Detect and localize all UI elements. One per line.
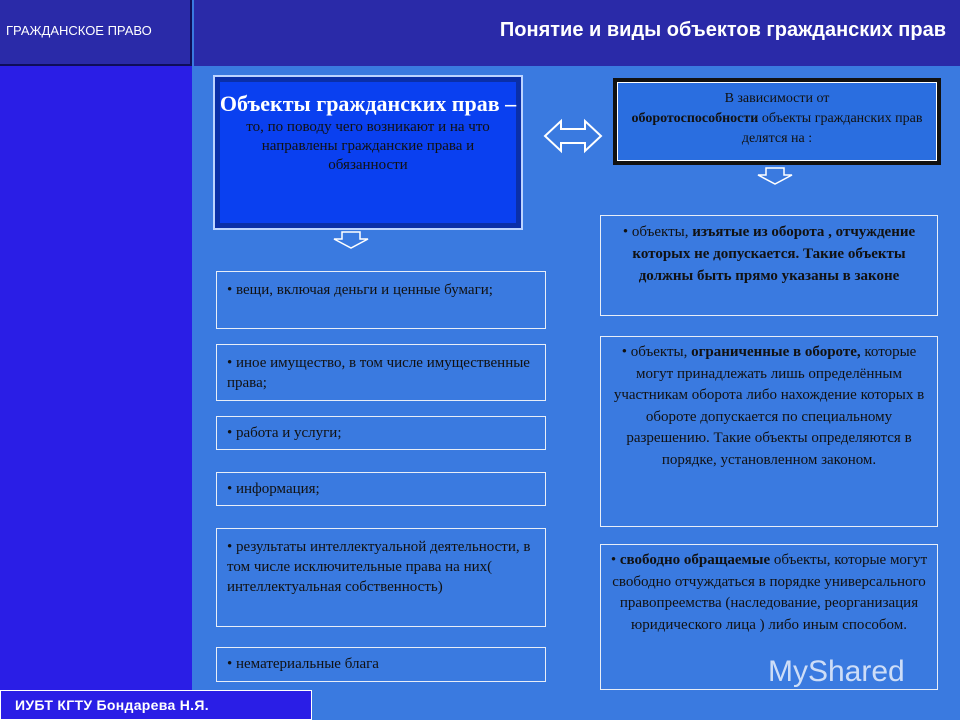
- condition-before: В зависимости от: [724, 91, 830, 106]
- list-item-text: • нематериальные блага: [227, 656, 379, 672]
- condition-box: [613, 78, 941, 165]
- list-item-text: • иное имущество, в том числе имущественные права;: [227, 355, 530, 391]
- list-item: [600, 336, 938, 527]
- list-item-prefix: • объекты,: [621, 344, 692, 360]
- slide-header: [194, 0, 960, 66]
- list-item-bold: изъятые из оборота , отчуждение которых не допускается. Такие объекты должны быть прямо указаны в законе: [632, 224, 916, 284]
- list-item-text: • вещи, включая деньги и ценные бумаги;: [227, 282, 493, 298]
- down-arrow-icon: [333, 231, 369, 249]
- list-item-suffix: которые могут принадлежать лишь определённым участникам оборота либо нахождение которых в обороте допускается по специальному разрешению. Такие объекты определяются в порядке, установленном законом.: [613, 344, 925, 468]
- list-item: [600, 215, 938, 316]
- watermark-logo: MyShared: [768, 655, 905, 688]
- list-item-prefix: •: [610, 552, 620, 568]
- list-item: [216, 647, 546, 682]
- list-item-bold: ограниченные в обороте,: [691, 344, 861, 360]
- list-item: [216, 271, 546, 329]
- double-arrow-icon: [543, 118, 603, 154]
- condition-keyword: оборотоспособности: [631, 111, 759, 126]
- list-item: [216, 416, 546, 450]
- list-item: [216, 472, 546, 506]
- definition-box: [213, 75, 523, 230]
- list-item-text: • результаты интеллектуальной деятельности, в том числе исключительные права на них( интеллектуальная собственность): [227, 539, 531, 595]
- list-item-prefix: • объекты,: [622, 224, 693, 240]
- subject-label: ГРАЖДАНСКОЕ ПРАВО: [6, 23, 152, 38]
- list-item-suffix: объекты, которые могут свободно отчуждаться в порядке универсального правопреемства (наследование, реорганизация юридического лица ) либо иным способом.: [612, 552, 928, 633]
- condition-text: [617, 82, 937, 161]
- author-label: ИУБТ КГТУ Бондарева Н.Я.: [15, 697, 209, 713]
- list-item-text: • работа и услуги;: [227, 425, 342, 441]
- down-arrow-icon: [757, 167, 793, 185]
- slide-title: Понятие и виды объектов гражданских прав: [499, 19, 946, 41]
- list-item-bold: свободно обращаемые: [619, 552, 771, 568]
- condition-after: объекты гражданских прав делятся на :: [741, 111, 923, 146]
- sidebar: [0, 0, 192, 720]
- sidebar-header: [0, 0, 192, 66]
- footer-bar: [0, 690, 312, 720]
- definition-text: то, по поводу чего возникают и на что направлены гражданские права и обязанности: [246, 119, 490, 173]
- list-item-text: • информация;: [227, 481, 320, 497]
- list-item: [216, 344, 546, 401]
- list-item: [216, 528, 546, 627]
- definition-term: Объекты гражданских прав –: [219, 91, 517, 116]
